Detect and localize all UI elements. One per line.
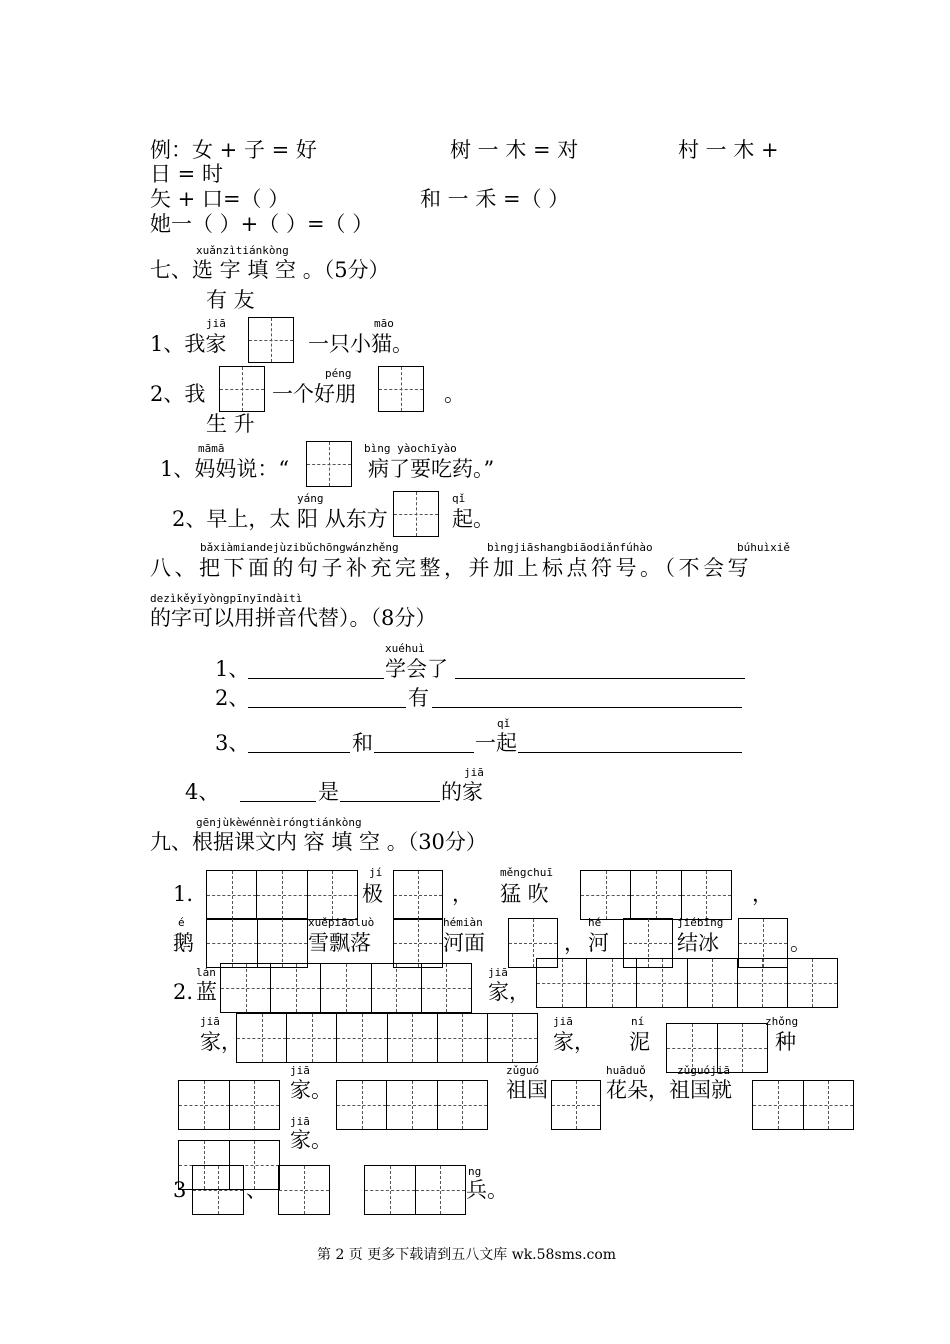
r5-zuguo: 祖国 — [506, 1078, 548, 1102]
q3-text-a: 1、妈妈说：“ — [160, 457, 290, 481]
sentence-2-num: 2、 — [215, 686, 250, 710]
answer-grid[interactable] — [364, 1165, 466, 1215]
section-7-pinyin: xuǎnzìtiánkòng — [196, 244, 289, 257]
section-8-pinyin-b: bìngjiāshangbiāodiǎnfúhào — [487, 541, 653, 554]
pinyin-mao: māo — [374, 317, 394, 330]
r5-pinyin-zuguo: zǔguó — [506, 1064, 540, 1077]
r2-pinyin-hemian: hémiàn — [443, 916, 483, 929]
pinyin-jia: jiā — [206, 317, 226, 330]
answer-blank[interactable] — [248, 678, 384, 679]
r5-pinyin-jia: jiā — [290, 1064, 310, 1077]
r6-pinyin-jia: jiā — [290, 1115, 310, 1128]
example-line-a: 例：女 + 子 = 好 — [150, 138, 317, 162]
sentence-3-num: 3、 — [215, 731, 250, 755]
pinyin-peng: péng — [325, 367, 352, 380]
r2-end: 。 — [790, 931, 811, 955]
sentence-4-text-b: 的家 — [441, 780, 483, 804]
pinyin-qi-2: qǐ — [497, 717, 511, 730]
section-8-pinyin-d: dezìkěyǐyòngpīnyīndàitì — [150, 592, 303, 605]
r2-he: 河 — [588, 931, 609, 955]
sentence-3-text-a: 和 — [352, 731, 373, 755]
pinyin-xuehui: xuéhuì — [385, 642, 425, 655]
pinyin-jia-2: jiā — [464, 766, 484, 779]
pinyin-yang: yáng — [297, 492, 324, 505]
section-9-pinyin: gēnjùkèwénnèiróngtiánkòng — [196, 816, 362, 829]
answer-grid[interactable] — [536, 958, 838, 1008]
example-line-b: 树 一 木 = 对 — [450, 138, 579, 162]
r2-pinyin-e: é — [178, 916, 185, 929]
answer-grid[interactable] — [580, 870, 732, 920]
q2-text-a: 2、我 — [150, 382, 206, 406]
q1-text-b: 一只小猫。 — [308, 332, 413, 356]
choice-pair-1: 有 友 — [206, 288, 255, 312]
answer-blank[interactable] — [455, 678, 745, 679]
r2-jiebing: 结冰 — [677, 931, 719, 955]
r4-ni: 泥 — [629, 1030, 650, 1054]
q1-text-a: 1、我家 — [150, 332, 227, 356]
section-8-title-1: 八、把下面的句子补充完整，并加上标点符号。（不会写 — [150, 556, 752, 580]
answer-grid[interactable] — [206, 918, 308, 968]
answer-grid[interactable] — [393, 870, 443, 920]
r7-sep: 、 — [246, 1178, 267, 1202]
r1-comma: ， — [452, 882, 473, 906]
r4-zhong: 种 — [775, 1030, 796, 1054]
section-7-title: 七、选 字 填 空 。（5分） — [150, 258, 390, 282]
r1-mengchui: 猛 吹 — [500, 882, 549, 906]
r4-pinyin-ni: ní — [631, 1015, 645, 1028]
r4-jia: 家， — [200, 1030, 242, 1054]
answer-blank[interactable] — [518, 752, 742, 753]
r4-pinyin-jia-2: jiā — [553, 1015, 573, 1028]
sentence-2-text: 有 — [408, 686, 429, 710]
pinyin-mama: māmā — [198, 442, 225, 455]
r2-hemian: 河面 — [443, 931, 485, 955]
sentence-3-text-b: 一起 — [475, 731, 517, 755]
answer-grid[interactable] — [306, 441, 352, 487]
r5-pinyin-zuguojia: zǔguójiā — [677, 1064, 730, 1077]
page-footer: 第 2 页 更多下载请到五八文库 wk.58sms.com — [317, 1247, 617, 1263]
sentence-4-num: 4、 — [185, 780, 220, 804]
r2-pinyin-he: hé — [588, 916, 602, 929]
r2-pinyin-jiebing: jiébīng — [677, 916, 724, 929]
q2-text-b: 一个好朋 — [272, 382, 356, 406]
r3-pinyin-jia: jiā — [488, 966, 508, 979]
sentence-1-num: 1、 — [215, 657, 250, 681]
answer-grid[interactable] — [551, 1080, 601, 1130]
answer-blank[interactable] — [340, 801, 440, 802]
r6-jia: 家。 — [290, 1128, 332, 1152]
answer-grid[interactable] — [752, 1080, 854, 1130]
r5-pinyin-huaduo: huāduǒ — [606, 1064, 646, 1077]
r1-end: ， — [752, 882, 773, 906]
q4-text-b: 起。 — [452, 507, 494, 531]
sentence-1-text: 学会了 — [385, 657, 448, 681]
exercise-line-a: 矢 + 口=（ ） — [150, 187, 290, 211]
q3-text-b: 病了要吃药。” — [368, 457, 495, 481]
answer-grid[interactable] — [336, 1080, 488, 1130]
r5-jia: 家。 — [290, 1078, 332, 1102]
r4-jia-2: 家， — [553, 1030, 595, 1054]
example-line-d: 日 = 时 — [150, 162, 223, 186]
example-line-c: 村 一 木 + — [678, 138, 779, 162]
r1-ji: 极 — [362, 882, 383, 906]
section-8-title-2: 的字可以用拼音代替）。（8分） — [150, 606, 437, 630]
answer-grid[interactable] — [219, 366, 265, 412]
answer-grid[interactable] — [378, 366, 424, 412]
q2-text-c: 。 — [444, 382, 465, 406]
section-8-pinyin-c: búhuìxiě — [737, 541, 790, 554]
pinyin-qi: qǐ — [452, 492, 466, 505]
r4-pinyin-jia: jiā — [200, 1015, 220, 1028]
r3-jia: 家， — [488, 980, 530, 1004]
answer-grid[interactable] — [220, 963, 472, 1013]
answer-grid[interactable] — [278, 1165, 330, 1215]
r1-pinyin-mengchui: měngchuī — [500, 866, 553, 879]
answer-blank[interactable] — [240, 801, 316, 802]
r3-num: 2. — [173, 980, 194, 1004]
answer-grid[interactable] — [393, 918, 443, 968]
choice-pair-2: 生 升 — [206, 412, 255, 436]
answer-grid[interactable] — [178, 1080, 280, 1130]
exercise-line-c: 她一（ ）+（ ）=（ ） — [150, 212, 374, 236]
section-9-title: 九、根据课文内 容 填 空 。（30分） — [150, 830, 487, 854]
r3-lan: 蓝 — [196, 980, 217, 1004]
answer-grid[interactable] — [248, 317, 294, 363]
sentence-4-text-a: 是 — [318, 780, 339, 804]
r7-end: 兵。 — [466, 1178, 508, 1202]
answer-blank[interactable] — [248, 752, 350, 753]
r1-num: 1. — [173, 882, 194, 906]
answer-grid[interactable] — [393, 491, 439, 537]
r5-huaduo: 花朵，祖国就 — [606, 1078, 732, 1102]
r2-pinyin-xuepiaoluo: xuěpiāoluò — [308, 916, 375, 929]
r7-pinyin: ng — [468, 1165, 482, 1178]
answer-grid[interactable] — [206, 870, 358, 920]
r2-comma: ， — [564, 931, 585, 955]
r2-e: 鹅 — [173, 931, 194, 955]
exercise-line-b: 和 一 禾 =（ ） — [420, 187, 570, 211]
answer-grid[interactable] — [192, 1165, 244, 1215]
pinyin-bing-yaochiyao: bìng yàochīyào — [364, 442, 457, 455]
r1-pinyin-ji: jí — [369, 866, 383, 879]
section-8-pinyin-a: bǎxiàmiandejùzibǔchōngwánzhěng — [200, 541, 399, 554]
answer-blank[interactable] — [432, 707, 742, 708]
r3-pinyin-lan: lán — [196, 966, 216, 979]
r7-num: 3 — [173, 1178, 187, 1202]
q4-text-a: 2、早上，太 阳 从东方 — [172, 507, 388, 531]
answer-blank[interactable] — [248, 707, 406, 708]
r2-xue: 雪飘落 — [308, 931, 371, 955]
answer-grid[interactable] — [236, 1013, 538, 1063]
answer-blank[interactable] — [374, 752, 474, 753]
r4-pinyin-zhong: zhǒng — [765, 1015, 799, 1028]
